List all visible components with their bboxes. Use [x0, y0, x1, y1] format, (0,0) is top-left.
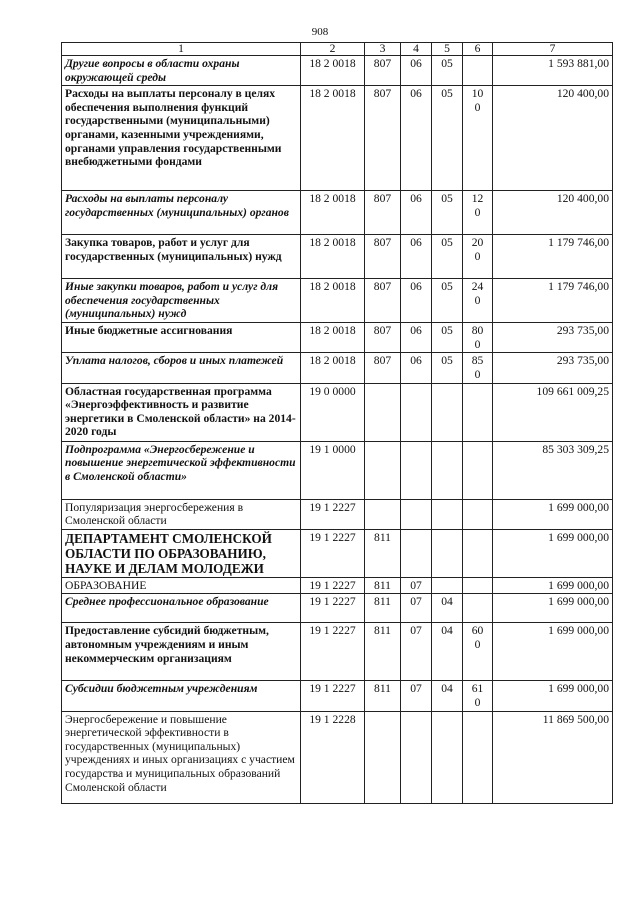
row-subsection	[432, 499, 463, 529]
row-code: 19 1 2227	[301, 577, 365, 594]
column-header: 6	[463, 43, 493, 56]
row-code: 19 1 2227	[301, 499, 365, 529]
row-expense-type: 600	[463, 623, 493, 681]
row-subsection: 05	[432, 235, 463, 279]
row-name: Подпрограмма «Энергосбережение и повышение энергетической эффективности в Смоленской области»	[62, 441, 301, 499]
row-subsection: 04	[432, 594, 463, 623]
row-amount: 293 735,00	[493, 323, 613, 353]
row-section: 07	[401, 594, 432, 623]
row-section: 06	[401, 235, 432, 279]
column-header: 5	[432, 43, 463, 56]
row-department: 807	[365, 353, 401, 383]
row-amount: 109 661 009,25	[493, 383, 613, 441]
budget-table	[61, 42, 613, 804]
row-expense-type: 800	[463, 323, 493, 353]
row-subsection	[432, 577, 463, 594]
row-department: 811	[365, 577, 401, 594]
row-expense-type	[463, 711, 493, 803]
row-department: 811	[365, 529, 401, 577]
row-department: 811	[365, 681, 401, 711]
row-name: Иные закупки товаров, работ и услуг для обеспечения государственных (муниципальных) нужд	[62, 279, 301, 323]
table-row	[62, 499, 613, 529]
row-code: 18 2 0018	[301, 56, 365, 86]
column-header: 1	[62, 43, 301, 56]
row-expense-type: 610	[463, 681, 493, 711]
row-name: Энергосбережение и повышение энергетической эффективности в государственных (муниципальных) учреждениях и иных организациях с участием государства и муниципальных образований Смоленской области	[62, 711, 301, 803]
row-section	[401, 441, 432, 499]
row-amount: 293 735,00	[493, 353, 613, 383]
row-name: Другие вопросы в области охраны окружающей среды	[62, 56, 301, 86]
row-amount: 1 699 000,00	[493, 594, 613, 623]
row-code: 18 2 0018	[301, 323, 365, 353]
row-section: 06	[401, 191, 432, 235]
row-name: Расходы на выплаты персоналу в целях обеспечения выполнения функций государственными (муниципальными) органами, казенными учреждениями, органами управления государственными внебюджетными фондами	[62, 86, 301, 191]
table-row	[62, 279, 613, 323]
row-section: 06	[401, 56, 432, 86]
row-expense-type: 200	[463, 235, 493, 279]
row-expense-type	[463, 383, 493, 441]
row-amount: 1 699 000,00	[493, 577, 613, 594]
row-section: 07	[401, 577, 432, 594]
row-expense-type	[463, 594, 493, 623]
row-amount: 1 699 000,00	[493, 529, 613, 577]
row-expense-type: 100	[463, 86, 493, 191]
row-name: Расходы на выплаты персоналу государственных (муниципальных) органов	[62, 191, 301, 235]
row-name: ОБРАЗОВАНИЕ	[62, 577, 301, 594]
row-amount: 1 179 746,00	[493, 235, 613, 279]
page-number: 908	[311, 26, 329, 38]
row-section: 07	[401, 623, 432, 681]
row-amount: 1 699 000,00	[493, 681, 613, 711]
row-department: 807	[365, 323, 401, 353]
row-section: 06	[401, 279, 432, 323]
row-department: 807	[365, 279, 401, 323]
table-row	[62, 711, 613, 803]
row-expense-type: 240	[463, 279, 493, 323]
row-code: 18 2 0018	[301, 191, 365, 235]
row-expense-type	[463, 577, 493, 594]
table-row	[62, 441, 613, 499]
row-code: 19 1 2227	[301, 681, 365, 711]
row-amount: 1 699 000,00	[493, 623, 613, 681]
row-subsection: 05	[432, 86, 463, 191]
row-name: Предоставление субсидий бюджетным, автономным учреждениям и иным некоммерческим организациям	[62, 623, 301, 681]
row-amount: 1 179 746,00	[493, 279, 613, 323]
row-subsection: 05	[432, 279, 463, 323]
table-row	[62, 56, 613, 86]
table-row	[62, 323, 613, 353]
row-subsection: 04	[432, 623, 463, 681]
row-expense-type	[463, 499, 493, 529]
row-code: 19 1 0000	[301, 441, 365, 499]
row-code: 18 2 0018	[301, 279, 365, 323]
row-code: 18 2 0018	[301, 235, 365, 279]
row-code: 18 2 0018	[301, 86, 365, 191]
column-header: 4	[401, 43, 432, 56]
row-department	[365, 711, 401, 803]
row-subsection: 05	[432, 353, 463, 383]
table-row	[62, 623, 613, 681]
row-amount: 120 400,00	[493, 86, 613, 191]
row-section: 06	[401, 323, 432, 353]
row-section	[401, 383, 432, 441]
row-expense-type	[463, 529, 493, 577]
row-name: Областная государственная программа «Энергоэффективность и развитие энергетики в Смоленской области» на 2014-2020 годы	[62, 383, 301, 441]
row-name: Иные бюджетные ассигнования	[62, 323, 301, 353]
row-subsection	[432, 711, 463, 803]
row-name: Популяризация энергосбережения в Смоленской области	[62, 499, 301, 529]
row-section	[401, 711, 432, 803]
row-expense-type: 120	[463, 191, 493, 235]
row-expense-type: 850	[463, 353, 493, 383]
column-header: 3	[365, 43, 401, 56]
table-row	[62, 86, 613, 191]
row-expense-type	[463, 56, 493, 86]
row-amount: 1 593 881,00	[493, 56, 613, 86]
row-code: 19 1 2227	[301, 529, 365, 577]
row-name: Субсидии бюджетным учреждениям	[62, 681, 301, 711]
table-row	[62, 191, 613, 235]
row-name: Среднее профессиональное образование	[62, 594, 301, 623]
row-name: Закупка товаров, работ и услуг для государственных (муниципальных) нужд	[62, 235, 301, 279]
column-number-row	[62, 43, 613, 56]
row-department	[365, 499, 401, 529]
row-department: 811	[365, 623, 401, 681]
row-code: 19 1 2228	[301, 711, 365, 803]
row-subsection: 05	[432, 323, 463, 353]
table-row	[62, 594, 613, 623]
row-amount: 1 699 000,00	[493, 499, 613, 529]
row-code: 18 2 0018	[301, 353, 365, 383]
row-department: 807	[365, 56, 401, 86]
column-header: 2	[301, 43, 365, 56]
table-row	[62, 235, 613, 279]
row-subsection	[432, 383, 463, 441]
table-row	[62, 353, 613, 383]
row-subsection: 05	[432, 191, 463, 235]
row-name: ДЕПАРТАМЕНТ СМОЛЕНСКОЙ ОБЛАСТИ ПО ОБРАЗОВАНИЮ, НАУКЕ И ДЕЛАМ МОЛОДЕЖИ	[62, 529, 301, 577]
row-section: 06	[401, 353, 432, 383]
row-department: 807	[365, 235, 401, 279]
row-department: 807	[365, 191, 401, 235]
row-expense-type	[463, 441, 493, 499]
table-row	[62, 529, 613, 577]
row-section: 06	[401, 86, 432, 191]
row-amount: 120 400,00	[493, 191, 613, 235]
row-department	[365, 441, 401, 499]
table-row	[62, 577, 613, 594]
row-code: 19 1 2227	[301, 623, 365, 681]
row-department	[365, 383, 401, 441]
row-subsection	[432, 529, 463, 577]
table-row	[62, 681, 613, 711]
row-subsection	[432, 441, 463, 499]
row-code: 19 1 2227	[301, 594, 365, 623]
row-name: Уплата налогов, сборов и иных платежей	[62, 353, 301, 383]
table-body	[62, 56, 613, 804]
row-section: 07	[401, 681, 432, 711]
table-row	[62, 383, 613, 441]
row-section	[401, 529, 432, 577]
row-amount: 11 869 500,00	[493, 711, 613, 803]
row-department: 811	[365, 594, 401, 623]
row-section	[401, 499, 432, 529]
row-subsection: 05	[432, 56, 463, 86]
row-subsection: 04	[432, 681, 463, 711]
row-code: 19 0 0000	[301, 383, 365, 441]
column-header: 7	[493, 43, 613, 56]
row-department: 807	[365, 86, 401, 191]
row-amount: 85 303 309,25	[493, 441, 613, 499]
